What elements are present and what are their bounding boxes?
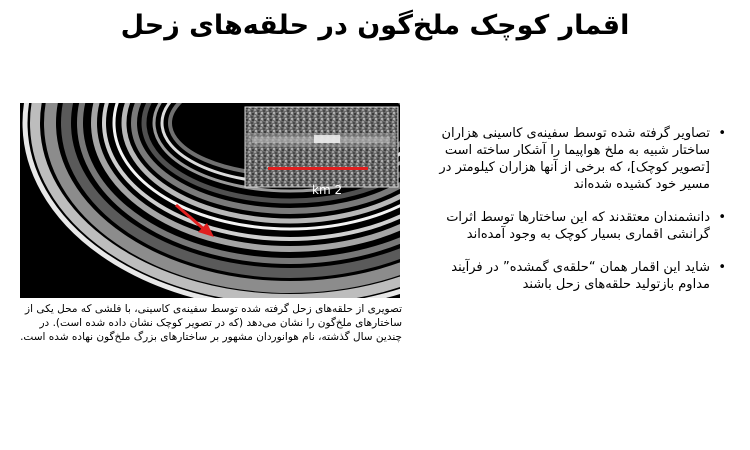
- bullet-item: [420, 209, 726, 243]
- figure-caption: تصویری از حلقه‌های زحل گرفته شده توسط سفینه‌ی کاسینی، با فلشی که محل یکی از ساختارهای ملخ‌گون را نشان می‌دهد (که در تصویر کوچک نشان داده شده است). در چندین سال گذشته، نام هوانوردان مشهور بر ساختارهای بزرگ ملخ‌گون نهاده شده است.: [20, 303, 402, 343]
- bullet-item: [420, 259, 726, 293]
- bullet-marker: •: [718, 126, 726, 141]
- bullet-text: دانشمندان معتقدند که این ساختارها توسط اثرات گرانشی اقماری بسیار کوچک به وجود آمده‌اند: [446, 210, 710, 242]
- slide-title: اقمار کوچک ملخ‌گون در حلقه‌های زحل: [120, 10, 630, 41]
- bullet-marker: •: [718, 210, 726, 225]
- bullet-item: [420, 125, 726, 193]
- bullet-marker: •: [718, 260, 726, 275]
- scale-bar: [268, 167, 368, 170]
- scale-label: km 2: [312, 183, 343, 197]
- bullet-text: تصاویر گرفته شده توسط سفینه‌ی کاسینی هزاران ساختار شبیه به ملخ هواپیما را آشکار ساخته است [تصویر کوچک]، که برخی از آنها هزاران کیلومتر در مسیر خود کشیده شده‌اند: [439, 126, 710, 192]
- inset-image: [245, 107, 398, 187]
- bullet-text: شاید این اقمار همان “حلقه‌ی گمشده” در فرآیند مداوم بازتولید حلقه‌های زحل باشند: [451, 260, 710, 292]
- saturn-rings-image: [20, 103, 400, 298]
- bullet-list: [420, 125, 726, 309]
